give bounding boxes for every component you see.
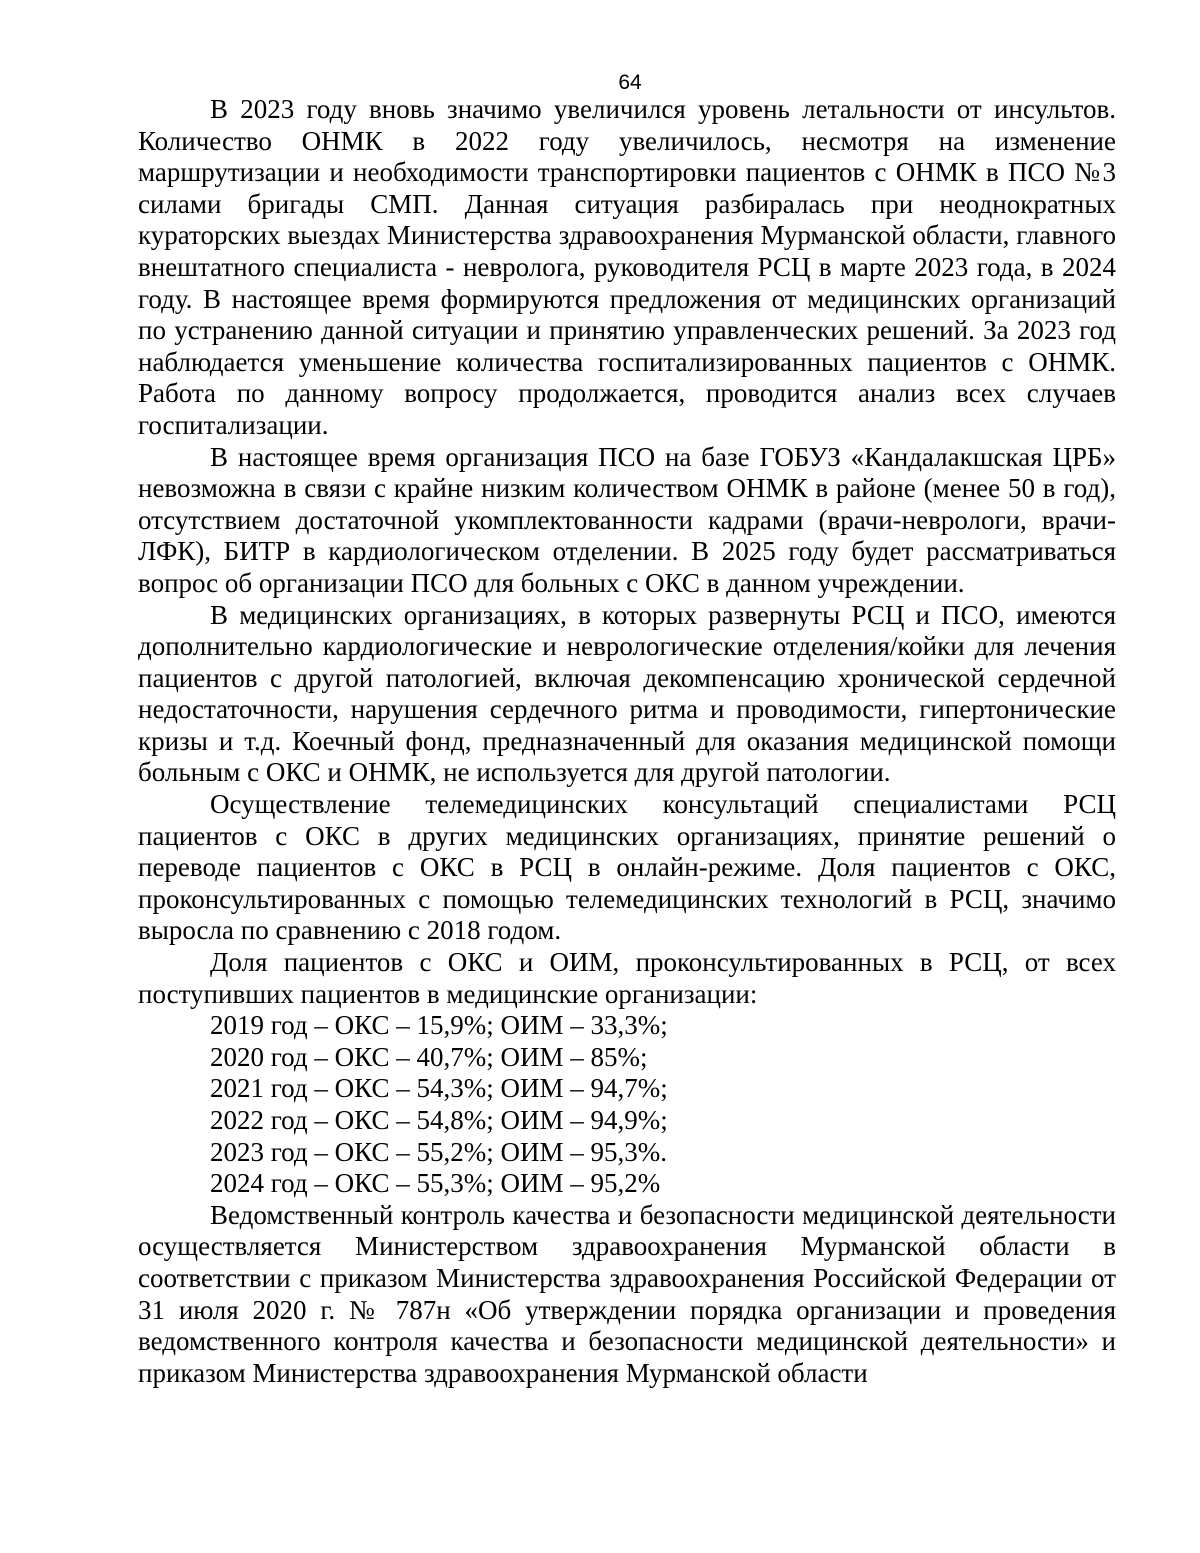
page-number: 64 <box>618 71 642 94</box>
paragraph-additional-departments: В медицинских организациях, в которых развернуты РСЦ и ПСО, имеются дополнительно кардиологические и неврологические отделения/койки для лечения пациентов с другой патологией, включая декомпенсацию хронической сердечной недостаточности, нарушения сердечного ритма и проводимости, гипертонические кризы и т.д. Коечный фонд, предназначенный для оказания медицинской помощи больным с ОКС и ОНМК, не используется для другой патологии. <box>138 599 1116 788</box>
year-statistics-list <box>138 1010 1116 1200</box>
year-line-2021: 2021 год – ОКС – 54,3%; ОИМ – 94,7%; <box>210 1073 668 1104</box>
paragraph-kandalaksha-pso: В настоящее время организация ПСО на базе ГОБУЗ «Кандалакшская ЦРБ» невозможна в связи с крайне низким количеством ОНМК в районе (менее 50 в год), отсутствием достаточной укомплектованности кадрами (врачи-неврологи, врачи-ЛФК), БИТР в кардиологическом отделении. В 2025 году будет рассматриваться вопрос об организации ПСО для больных с ОКС в данном учреждении. <box>138 441 1116 598</box>
paragraph-departmental-control: Ведомственный контроль качества и безопасности медицинской деятельности осуществляется Министерством здравоохранения Мурманской области в соответствии с приказом Министерства здравоохранения Российской Федерации от 31 июля 2020 г. № 787н «Об утверждении порядка организации и проведения ведомственного контроля качества и безопасности медицинской деятельности» и приказом Министерства здравоохранения Мурманской области <box>138 1199 1116 1388</box>
year-line-2019: 2019 год – ОКС – 15,9%; ОИМ – 33,3%; <box>210 1010 668 1041</box>
year-line-2023: 2023 год – ОКС – 55,2%; ОИМ – 95,3%. <box>210 1136 667 1167</box>
paragraph-consulted-share: Доля пациентов с ОКС и ОИМ, проконсультированных в РСЦ, от всех поступивших пациентов в медицинские организации: <box>138 947 1116 1009</box>
year-line-2020: 2020 год – ОКС – 40,7%; ОИМ – 85%; <box>210 1041 648 1072</box>
year-line-2022: 2022 год – ОКС – 54,8%; ОИМ – 94,9%; <box>210 1105 668 1135</box>
paragraph-stroke-mortality: В 2023 году вновь значимо увеличился уровень летальности от инсультов. Количество ОНМК в 2022 году увеличилось, несмотря на изменение маршрутизации и необходимости транспортировки пациентов с ОНМК в ПСО №3 силами бригады СМП. Данная ситуация разбиралась при неоднократных кураторских выездах Министерства здравоохранения Мурманской области, главного внештатного специалиста - невролога, руководителя РСЦ в марте 2023 года, в 2024 году. В настоящее время формируются предложения от медицинских организаций по устранению данной ситуации и принятию управленческих решений. За 2023 год наблюдается уменьшение количества госпитализированных пациентов с ОНМК. Работа по данному вопросу продолжается, проводится анализ всех случаев госпитализации. <box>138 94 1116 440</box>
year-line-2024: 2024 год – ОКС – 55,3%; ОИМ – 95,2% <box>210 1168 661 1199</box>
document-body <box>138 94 1116 1389</box>
paragraph-telemedicine: Осуществление телемедицинских консультаций специалистами РСЦ пациентов с ОКС в других медицинских организациях, принятие решений о переводе пациентов с ОКС в РСЦ в онлайн-режиме. Доля пациентов с ОКС, проконсультированных с помощью телемедицинских технологий в РСЦ, значимо выросла по сравнению с 2018 годом. <box>138 789 1116 946</box>
